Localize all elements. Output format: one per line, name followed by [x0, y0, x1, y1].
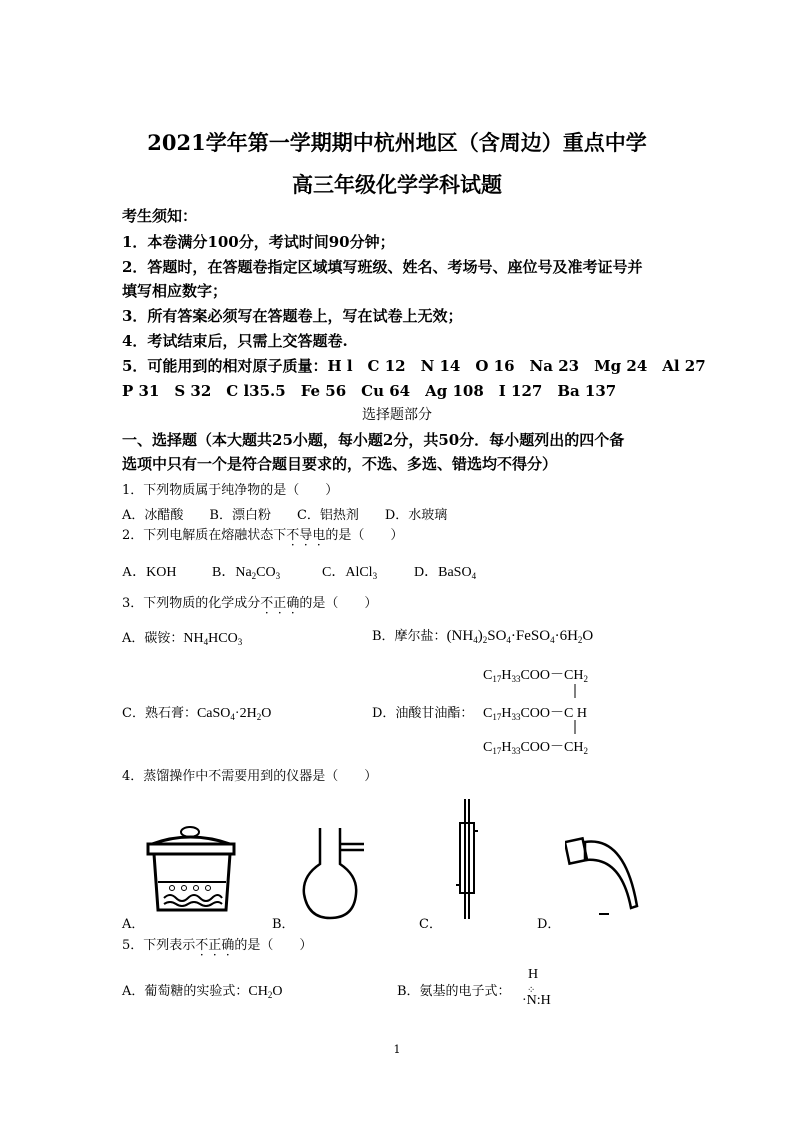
question-2-option-a: A．KOH — [122, 565, 177, 580]
question-5-option-b-label: B．氨基的电子式： — [397, 984, 511, 999]
notice-item: 1．本卷满分100分，考试时间90分钟； — [122, 233, 395, 251]
question-5-stem: 5．下列表示不正确的是（ ） — [122, 938, 313, 953]
condenser-icon — [455, 797, 479, 922]
notice-item: 4．考试结束后，只需上交答题卷. — [122, 332, 348, 350]
notice-item: 填写相应数字； — [122, 282, 228, 300]
question-3-option-b: B．摩尔盐：$(NH_4)_2SO_4\cdot FeSO_4\cdot 6H_2O$ — [372, 628, 594, 645]
section-heading: 一、选择题（本大题共25小题，每小题2分，共50分．每小题列出的四个备 — [122, 431, 625, 449]
amino-h-top: H — [528, 967, 539, 982]
glyceride-line-2: $C_{17}H_{33}COO-C$ H — [483, 706, 587, 722]
notice-item: P 31 S 32 C l35.5 Fe 56 Cu 64 Ag 108 I 127 Ba 137 — [122, 382, 617, 400]
page-number: 1 — [393, 1043, 401, 1056]
question-5-option-a: A．葡萄糖的实验式：$CH_2O$ — [122, 984, 283, 1000]
electron-dots: ⁘ — [527, 985, 536, 996]
question-3-option-d-label: D．油酸甘油酯： — [372, 706, 474, 721]
notice-item: 3．所有答案必须写在答题卷上，写在试卷上无效； — [122, 307, 463, 325]
question-4-label-a: A． — [122, 917, 145, 932]
section-title: 选择题部分 — [362, 407, 432, 423]
exam-title-line1: 2021学年第一学期期中杭州地区（含周边）重点中学 — [147, 130, 647, 155]
question-2-option-b: B．$Na_2CO_3$ — [212, 565, 281, 581]
question-4-label-d: D． — [537, 917, 561, 932]
question-1-stem: 1．下列物质属于纯净物的是（ ） — [122, 483, 339, 498]
glyceride-bonds — [570, 684, 580, 744]
question-2-option-c: C．AlCl$_3$ — [322, 565, 378, 581]
question-3-stem: 3．下列物质的化学成分不正确的是（ ） — [122, 596, 378, 611]
question-3-option-c: C．熟石膏：$CaSO_4\cdot 2H_2O$ — [122, 706, 272, 722]
adapter-tube-icon — [565, 836, 645, 918]
question-3-option-a: A．碳铵：$NH_4HCO_3$ — [122, 631, 243, 647]
glyceride-line-1: $C_{17}H_{33}COO-CH_2$ — [483, 668, 588, 684]
amino-n: ·N:H — [522, 993, 551, 1008]
notice-item: 5．可能用到的相对原子质量：H l C 12 N 14 O 16 Na 23 Mg 24 Al 27 — [122, 357, 706, 375]
notice-heading: 考生须知： — [122, 207, 198, 225]
question-2-option-d: D．BaSO$_4$ — [414, 565, 477, 581]
section-heading: 选项中只有一个是符合题目要求的，不选、多选、错选均不得分） — [122, 455, 558, 473]
glyceride-line-3: $C_{17}H_{33}COO-CH_2$ — [483, 740, 588, 756]
question-2-stem: 2．下列电解质在熔融状态下不导电的是（ ） — [122, 528, 404, 543]
question-1-options: A．冰醋酸 B．漂白粉 C．铝热剂 D．水玻璃 — [122, 508, 448, 523]
question-4-label-c: C． — [419, 917, 442, 932]
question-4-label-b: B． — [272, 917, 295, 932]
question-4-stem: 4．蒸馏操作中不需要用到的仪器是（ ） — [122, 769, 378, 784]
distillation-flask-icon — [300, 826, 370, 922]
notice-item: 2．答题时，在答题卷指定区域填写班级、姓名、考场号、座位号及准考证号并 — [122, 258, 643, 276]
desiccator-icon — [140, 822, 250, 920]
exam-title-line2: 高三年级化学学科试题 — [292, 172, 502, 197]
